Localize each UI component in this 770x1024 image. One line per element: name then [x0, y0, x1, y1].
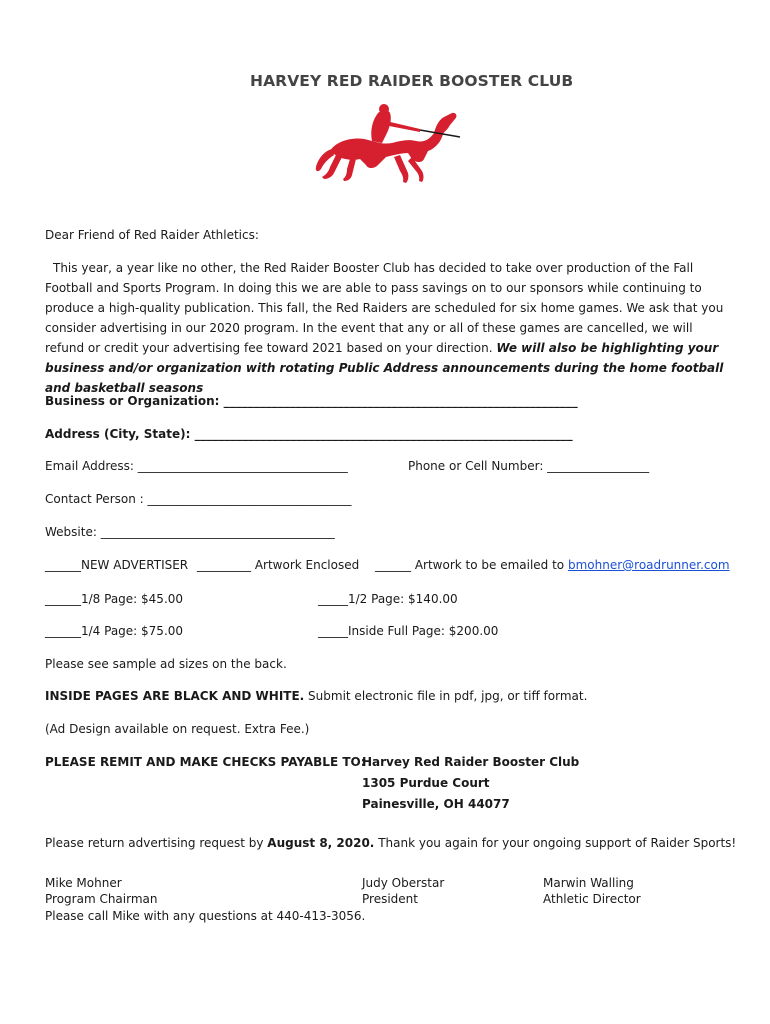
closing-line	[45, 836, 736, 850]
remit-label: PLEASE REMIT AND MAKE CHECKS PAYABLE TO:	[45, 755, 366, 769]
closing-prefix: Please return advertising request by	[45, 836, 264, 850]
black-white-note: INSIDE PAGES ARE BLACK AND WHITE.	[45, 689, 305, 703]
signature-3-title: Athletic Director	[543, 892, 641, 906]
email-link[interactable]: bmohner@roadrunner.com	[567, 558, 730, 572]
remit-street: 1305 Purdue Court	[362, 776, 490, 790]
letter-body	[45, 258, 735, 398]
file-format-note: Submit electronic file in pdf, jpg, or tiff format.	[308, 689, 588, 703]
website-field[interactable]: Website: _______________________________________	[45, 525, 335, 539]
letter-body-text: This year, a year like no other, the Red Raider Booster Club has decided to take over production of the Fall Football and Sports Program. In doing this we are able to pass savings on to our sponsors while continuing to produce a high-quality publication. This fall, the Red Raiders are scheduled for six home games. We ask that you consider advertising in our 2020 program. In the event that any or all of these games are cancelled, we will refund or credit your advertising fee toward 2021 based on your direction.	[45, 261, 724, 355]
address-field[interactable]: Address (City, State): _______________________________________________________________	[45, 427, 573, 441]
artwork-email-label: ______ Artwork to be emailed to	[375, 558, 565, 572]
eighth-page-option[interactable]: ______1/8 Page: $45.00	[45, 592, 184, 606]
letter-greeting: Dear Friend of Red Raider Athletics:	[45, 228, 259, 242]
quarter-page-option[interactable]: ______1/4 Page: $75.00	[45, 624, 184, 638]
contact-person-field[interactable]: Contact Person : __________________________________	[45, 492, 352, 506]
closing-suffix: Thank you again for your ongoing support of Raider Sports!	[378, 836, 737, 850]
phone-field[interactable]: Phone or Cell Number: _________________	[408, 459, 650, 473]
artwork-enclosed-option[interactable]: _________ Artwork Enclosed	[197, 558, 360, 572]
signature-1-title: Program Chairman	[45, 892, 158, 906]
format-note	[45, 689, 587, 703]
letter-body-emphasis: We will also be highlighting your business and/or organization with rotating Public Address announcements during the home football and basketball seasons	[45, 341, 724, 395]
business-field[interactable]: Business or Organization: ___________________________________________________________	[45, 394, 578, 408]
remit-name: Harvey Red Raider Booster Club	[362, 755, 580, 769]
red-raider-horse-rider-logo-icon	[312, 103, 462, 185]
signature-2-title: President	[362, 892, 418, 906]
half-page-option[interactable]: _____1/2 Page: $140.00	[318, 592, 458, 606]
signature-3-name: Marwin Walling	[543, 876, 634, 890]
signature-2-name: Judy Oberstar	[362, 876, 445, 890]
signature-1-note: Please call Mike with any questions at 440-413-3056.	[45, 909, 366, 923]
artwork-email-option[interactable]	[375, 558, 730, 572]
inside-full-page-option[interactable]: _____Inside Full Page: $200.00	[318, 624, 499, 638]
page-title: HARVEY RED RAIDER BOOSTER CLUB	[250, 72, 574, 90]
remit-city: Painesville, OH 44077	[362, 797, 510, 811]
sample-sizes-note: Please see sample ad sizes on the back.	[45, 657, 287, 671]
deadline-date: August 8, 2020.	[267, 836, 375, 850]
design-note: (Ad Design available on request. Extra Fee.)	[45, 722, 310, 736]
new-advertiser-option[interactable]: ______NEW ADVERTISER	[45, 558, 189, 572]
signature-1-name: Mike Mohner	[45, 876, 122, 890]
email-field[interactable]: Email Address: ___________________________________	[45, 459, 348, 473]
